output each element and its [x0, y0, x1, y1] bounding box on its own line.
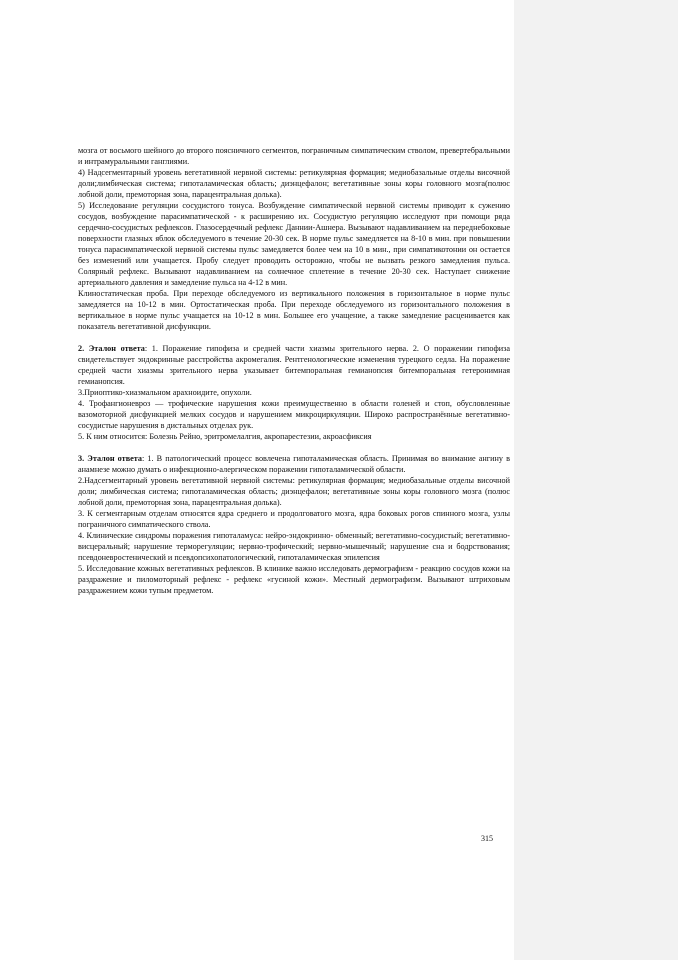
paragraph: Клиностатическая проба. При переходе обследуемого из вертикального положения в горизонтальное в норме пульс замедляется на 10-12 в мин. Ортостатическая проба. При переходе обследуемого из горизонтального положения в вертикальное в норме пульс учащается на 10-12 в мин. Большее его учащение, а также замедление расценивается как показатель вегетативной дисфункции.	[78, 289, 510, 331]
paragraph: 4) Надсегментарный уровень вегетативной нервной системы: ретикулярная формация; медиобазальные отделы височной доли;лимбическая система; гипоталамическая область; диэнцефалон; вегетативные зоны коры головного мозга(полюс лобной доли, премоторная зона, парацентральная долька).	[78, 168, 510, 199]
spacer	[78, 332, 510, 343]
answer-heading: 3. Эталон ответа	[78, 454, 142, 463]
answer-text: : 1. Поражение гипофиза и средней части хиазмы зрительного нерва. 2. О поражении гипофиза свидетельствует эндокринные расстройства акромегалия. Рентгенологические изменения турецкого седла. На поражение средней части хиазмы зрительного нерва указывает битемпоральная гемианопсия битемпоральная гетеронимная гемианопсия.	[78, 344, 510, 386]
spacer	[78, 442, 510, 453]
paragraph: 5) Исследование регуляции сосудистого тонуса. Возбуждение симпатической нервной системы приводит к сужению сосудов, возбуждение парасимпатической - к расширению их. Сосудистую регуляцию исследуют при помощи ряда сердечно-сосудистых рефлексов. Глазосердечный рефлекс Даннии-Ашнера. Вызывают надавливанием на переднебоковые поверхности глазных яблок обследуемого в течение 20-30 сек. В норме пульс замедляется на 8-10 в мин. при повышении тонуса парасимпатической нервной системы пульс замедляется более чем на 10 в мин., при симпатикотонии он остается без изменений или учащается. Пробу следует проводить осторожно, чтобы не вызвать резкого замедления пульса. Солярный рефлекс. Вызывают надавливанием на солнечное сплетение в течение 20-30 сек. Наступает снижение артериального давления и замедление пульса на 4-12 в мин.	[78, 201, 510, 287]
paragraph: 5. К ним относится: Болезнь Рейно, эритромелалгия, акропарестезии, акроасфиксия	[78, 432, 372, 441]
document-body	[78, 145, 510, 596]
answer-text: : 1. В патологический процесс вовлечена гипоталамическая область. Принимая во внимание ангину в анамнезе можно думать о инфекционно-алергическом поражении гипоталамической области.	[78, 454, 510, 474]
paragraph: 3. К сегментарным отделам относятся ядра среднего и продолговатого мозга, ядра боковых рогов спинного мозга, узлы пограничного симпатического ствола.	[78, 509, 510, 529]
paragraph: мозга от восьмого шейного до второго поясничного сегментов, пограничным симпатическим стволом, превертебральными и интрамуральными ганглиями.	[78, 146, 510, 166]
page-number: 315	[481, 834, 493, 843]
paragraph: 4. Трофангионевроз — трофические нарушения кожи преимущественно в области голеней и стоп, обусловленные вазомоторной дисфункцией мелких сосудов и нарушением микроциркуляции. Широко распространённые вегетативно-сосудистые нарушения в дистальных отделах рук.	[78, 399, 510, 430]
answer-paragraph	[78, 453, 510, 475]
paragraph: 4. Клинические синдромы поражения гипоталамуса: нейро-эндокринно- обменный; вегетативно-сосудистый; вегетативно-висцеральный; нарушение терморегуляции; нервно-трофический; нервно-мышечный; нарушение сна и бодрствования; псевдоневростенический и псевдопсихопатологический, гипоталамическая эпилепсия	[78, 531, 510, 562]
answer-paragraph	[78, 343, 510, 387]
paragraph: 5. Исследование кожных вегетативных рефлексов. В клинике важно исследовать дермографизм - реакцию сосудов кожи на раздражение и пиломоторный рефлекс - рефлекс «гусиной кожи». Местный дермографизм. Вызывают штриховым раздражением кожи тупым предметом.	[78, 564, 510, 595]
paragraph: 2.Надсегментарный уровень вегетативной нервной системы: ретикулярная формация; медиобазальные отделы височной доли; лимбическая система; гипоталамическая область; диэнцефалон; вегетативные зоны коры головного мозга (полюс лобной доли, премоторная зона, парацентральная долька).	[78, 476, 510, 507]
answer-heading: 2. Эталон ответа	[78, 344, 145, 353]
comment-margin	[514, 0, 678, 960]
paragraph: 3.Приоптико-хиазмальном арахноидите, опухоли.	[78, 388, 252, 397]
